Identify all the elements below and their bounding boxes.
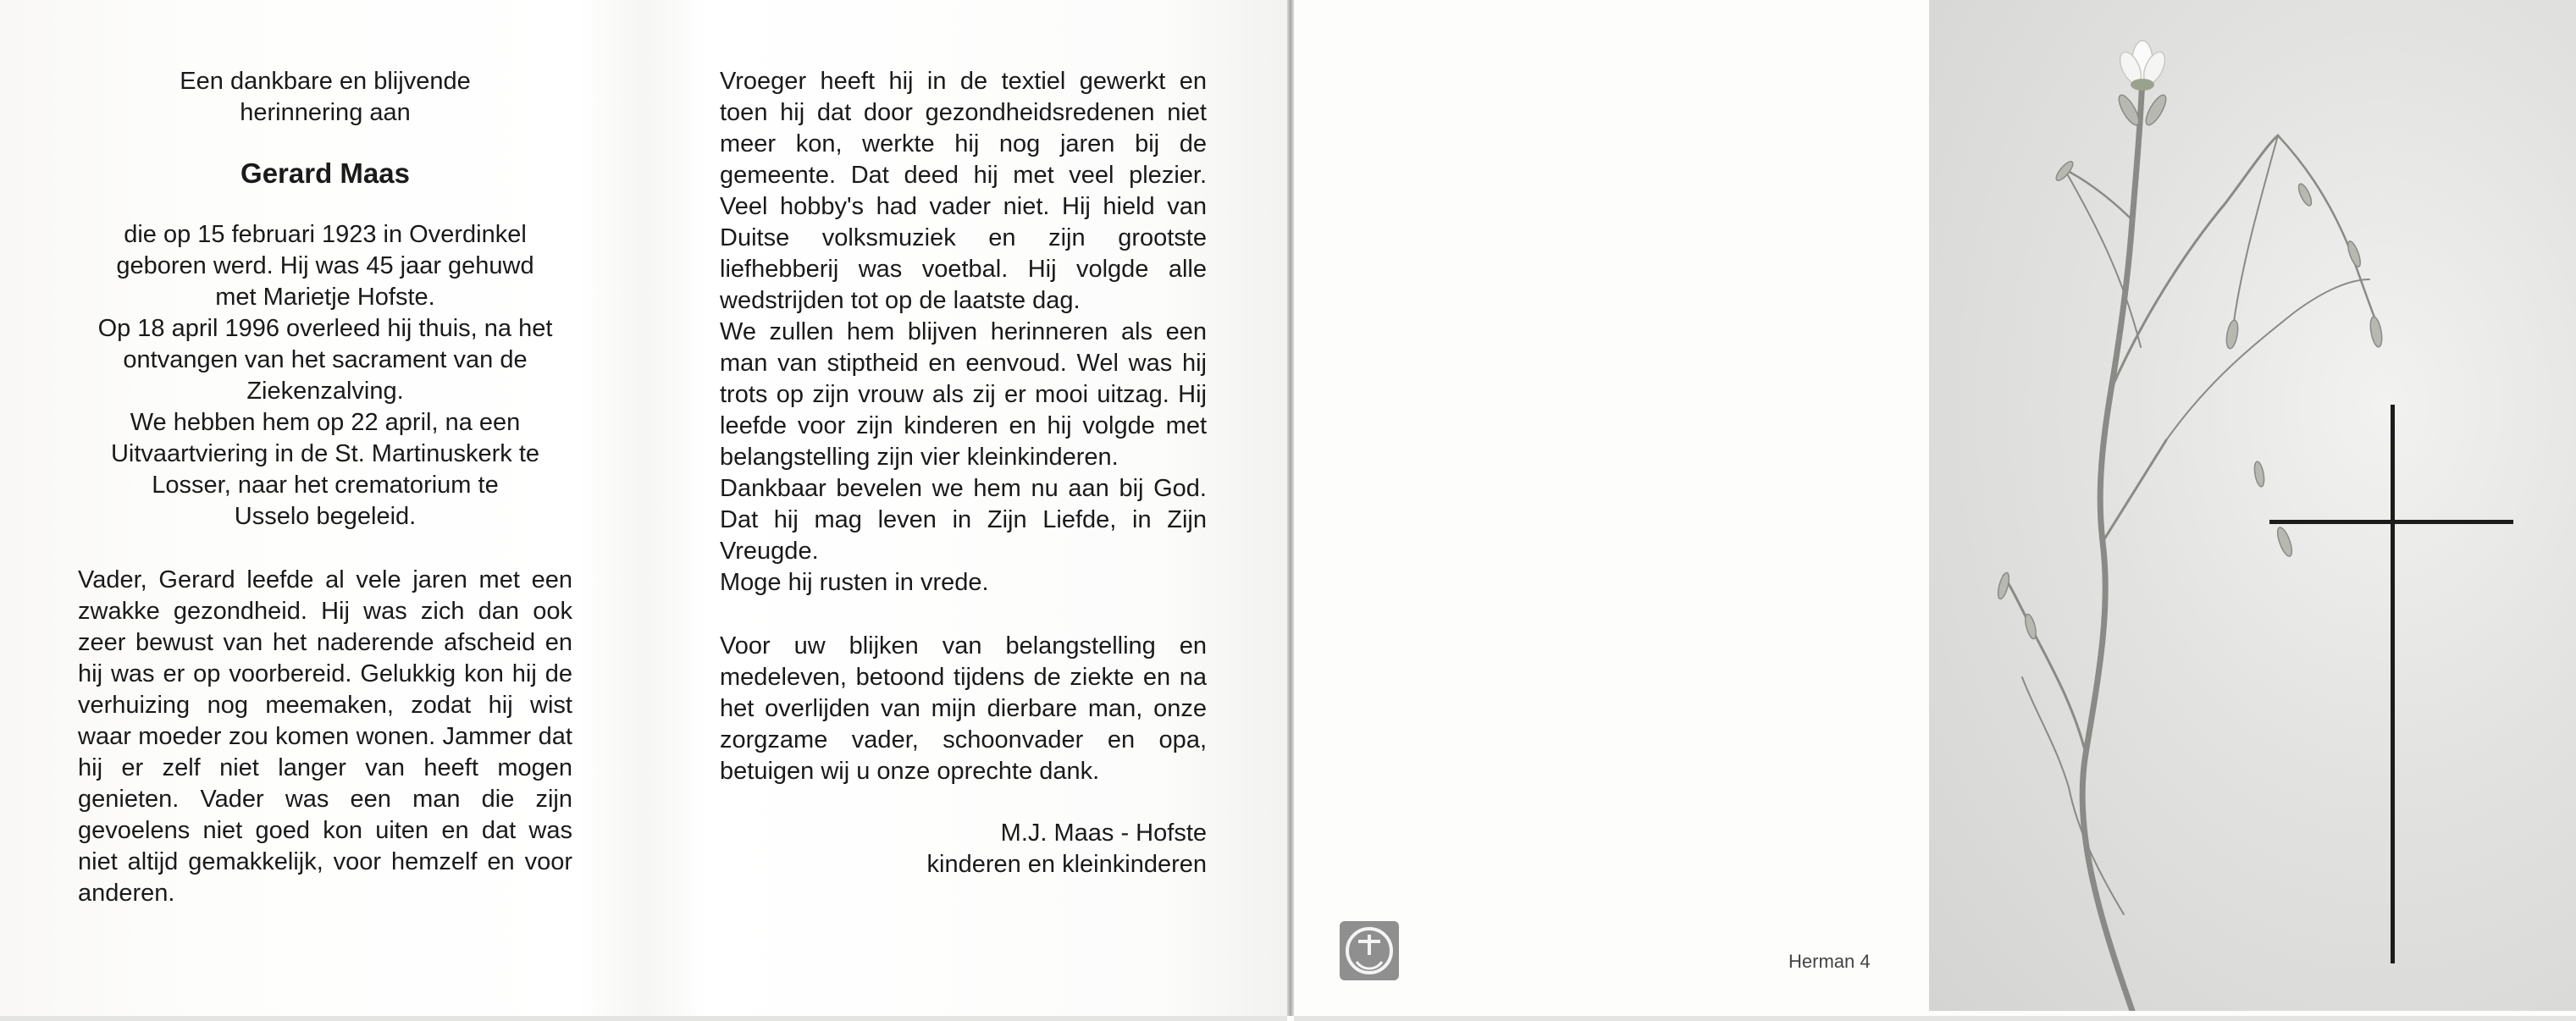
life-story xyxy=(720,66,1207,599)
bio-line: Ziekenzalving. xyxy=(246,378,404,405)
memorial-card-inner-spread xyxy=(0,0,1287,1021)
intro-heading xyxy=(78,66,572,129)
remembrance-paragraph: We zullen hem blijven herinneren als een man van stiptheid en eenvoud. Wel was hij trots op zijn vrouw als zij er mooi uitzag. Hij leefde voor zijn kinderen en hij volgde met belangstelling zijn vier kleinkinderen. xyxy=(720,318,1207,471)
thanks-text: Voor uw blijken van belangstelling en medeleven, betoond tijdens de ziekte en na het overlijden van mijn dierbare man, onze zorgzame vader, schoonvader en opa, betuigen wij u onze oprechte dank. xyxy=(720,632,1207,785)
deceased-name: Gerard Maas xyxy=(240,157,410,189)
bio-line: Losser, naar het crematorium te xyxy=(152,472,499,499)
biography-block xyxy=(78,219,572,533)
bio-line: met Marietje Hofste. xyxy=(215,284,435,311)
life-story-paragraph: Vroeger heeft hij in de textiel gewerkt en toen hij dat door gezondheidsredenen niet meer kon, werkte hij nog jaren bij de gemeente. Dat deed hij met veel plezier. Veel hobby's had vader niet. Hij hield van Duitse volksmuziek en zijn grootste liefhebberij was voetbal. Hij volgde alle wedstrijden tot op de laatste dag. xyxy=(720,68,1207,314)
rest-in-peace-line: Moge hij rusten in vrede. xyxy=(720,569,989,596)
thanks-paragraph xyxy=(720,631,1207,787)
circular-emblem-icon xyxy=(1340,921,1399,980)
bio-line: ontvangen van het sacrament van de xyxy=(123,346,528,373)
right-column xyxy=(720,66,1207,880)
bio-line: geboren werd. Hij was 45 jaar gehuwd xyxy=(116,252,534,279)
signature-line: kinderen en kleinkinderen xyxy=(926,851,1207,878)
intro-line: Een dankbare en blijvende xyxy=(180,68,471,95)
card-code-label: Herman 4 xyxy=(1788,951,1871,972)
left-column xyxy=(78,66,572,909)
reflection-paragraph xyxy=(78,565,572,909)
reflection-text: Vader, Gerard leefde al vele jaren met een zwakke gezondheid. Hij was zich dan ook zeer bewust van het naderende afscheid en hij was er op voorbereid. Gelukkig kon hij de verhuizing nog meemaken, zodat hij wist waar moeder zou komen wonen. Jammer dat hij er zelf niet langer van heeft mogen genieten. Vader was een man die zijn gevoelens niet goed kon uiten en dat was niet altijd gemakkelijk, voor hemzelf en voor anderen. xyxy=(78,566,572,907)
bio-line: Op 18 april 1996 overleed hij thuis, na het xyxy=(97,315,553,342)
card-fold-divider xyxy=(1287,0,1294,1016)
artwork-panel xyxy=(1929,0,2576,1011)
signature xyxy=(720,818,1207,880)
signature-line: M.J. Maas - Hofste xyxy=(1000,820,1207,847)
intro-line: herinnering aan xyxy=(240,99,411,126)
bio-line: die op 15 februari 1923 in Overdinkel xyxy=(124,221,527,248)
bio-line: We hebben hem op 22 april, na een xyxy=(130,409,521,436)
prayer-paragraph: Dankbaar bevelen we hem nu aan bij God. Dat hij mag leven in Zijn Liefde, in Zijn Vreugde. xyxy=(720,475,1207,565)
bio-line: Uitvaartviering in de St. Martinuskerk te xyxy=(110,440,540,467)
bio-line: Usselo begeleid. xyxy=(234,503,417,530)
cross-icon xyxy=(1929,0,2576,1011)
